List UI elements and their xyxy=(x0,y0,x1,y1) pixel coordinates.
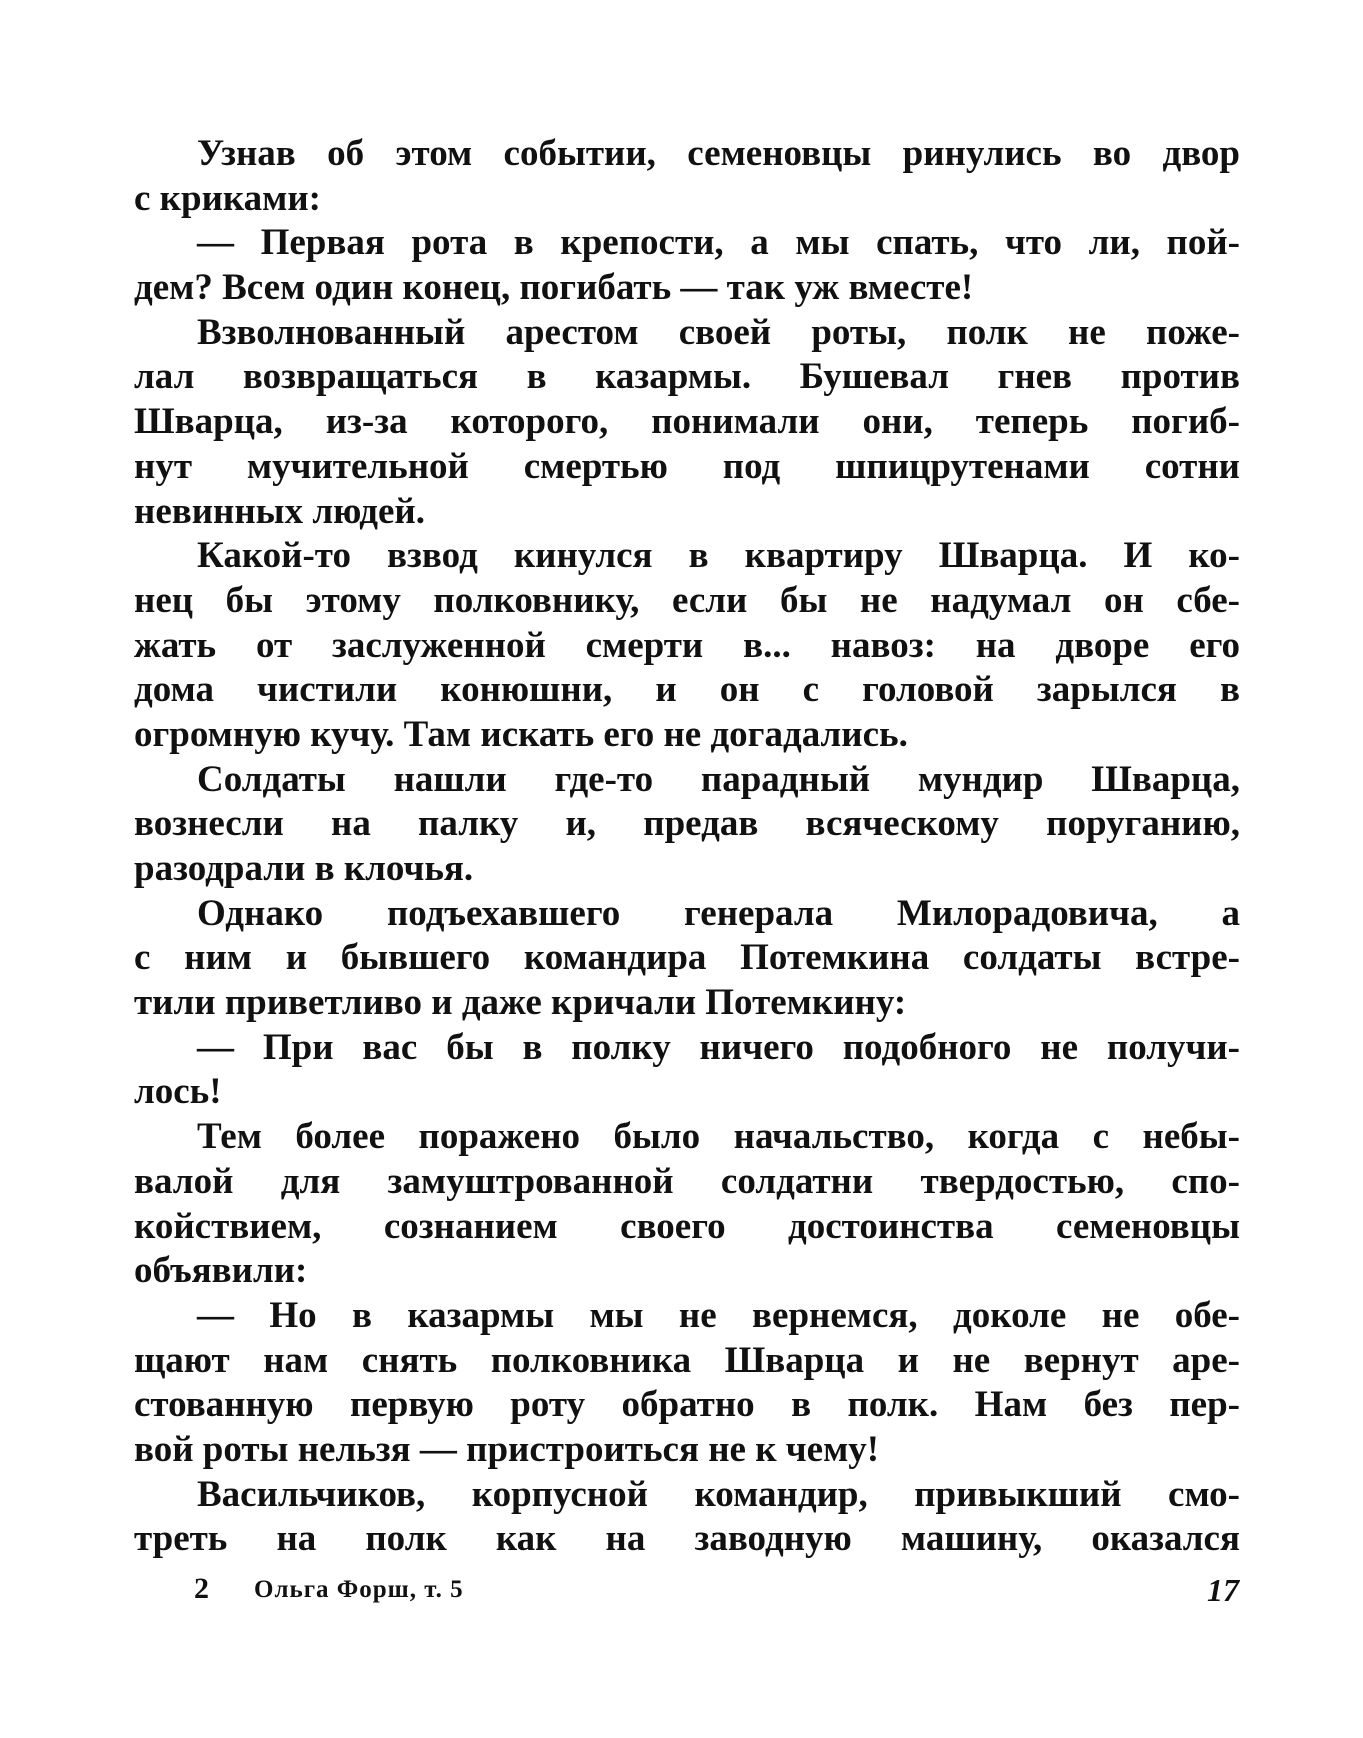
text-line: Тем более поражено было начальство, когда с небы- xyxy=(197,1116,1240,1158)
text-line: Взволнованный арестом своей роты, полк не поже- xyxy=(197,311,1240,353)
page-number: 17 xyxy=(1207,1572,1239,1608)
text-line: койствием, сознанием своего достоинства семеновцы xyxy=(134,1205,1240,1247)
text-line: разодрали в клочья. xyxy=(134,848,474,889)
text-line: тили приветливо и даже кричали Потемкину: xyxy=(134,982,907,1024)
text-line: вознесли на палку и, предав всяческому поруганию, xyxy=(134,803,1240,845)
page-footer xyxy=(194,1572,1239,1622)
text-line: — Но в казармы мы не вернемся, доколе не обе- xyxy=(197,1294,1240,1336)
signature-number: 2 xyxy=(194,1572,209,1605)
text-line: треть на полк как на заводную машину, оказался xyxy=(134,1518,1240,1560)
text-line: — Первая рота в крепости, а мы спать, что ли, пой- xyxy=(197,222,1240,264)
text-line: Какой-то взвод кинулся в квартиру Шварца. И ко- xyxy=(197,535,1240,577)
text-line: Солдаты нашли где-то парадный мундир Шварца, xyxy=(197,758,1240,800)
text-line: Узнав об этом событии, семеновцы ринулись во двор xyxy=(197,133,1240,174)
text-line: нут мучительной смертью под шпицрутенами сотни xyxy=(134,445,1240,487)
text-line: валой для замуштрованной солдатни твердостью, спо- xyxy=(134,1160,1240,1202)
text-line: с ним и бывшего командира Потемкина солдаты встре- xyxy=(134,937,1240,979)
text-line: вой роты нельзя — пристроиться не к чему! xyxy=(134,1428,880,1470)
text-line: щают нам снять полковника Шварца и не вернут аре- xyxy=(134,1339,1240,1381)
text-line: Шварца, из-за которого, понимали они, теперь погиб- xyxy=(134,401,1240,443)
text-line: лось! xyxy=(134,1071,222,1113)
text-line: невинных людей. xyxy=(134,490,425,532)
signature-text: Ольга Форш, т. 5 xyxy=(254,1576,464,1603)
text-line: Васильчиков, корпусной командир, привыкший смо- xyxy=(197,1473,1240,1515)
text-line: огромную кучу. Там искать его не догадались. xyxy=(134,713,908,755)
text-line: нец бы этому полковнику, если бы не надумал он сбе- xyxy=(134,579,1240,621)
text-line: с криками: xyxy=(134,177,321,219)
text-line: объявили: xyxy=(134,1250,308,1292)
text-line: дем? Всем один конец, погибать — так уж вместе! xyxy=(134,267,974,309)
text-line: жать от заслуженной смерти в... навоз: на дворе его xyxy=(134,624,1240,666)
body-text xyxy=(134,132,1240,1562)
text-line: лал возвращаться в казармы. Бушевал гнев против xyxy=(134,356,1240,398)
text-line: Однако подъехавшего генерала Милорадовича, а xyxy=(197,892,1240,934)
text-line: дома чистили конюшни, и он с головой зарылся в xyxy=(134,669,1240,711)
text-line: — При вас бы в полку ничего подобного не получи- xyxy=(197,1026,1240,1068)
text-line: стованную первую роту обратно в полк. Нам без пер- xyxy=(134,1384,1240,1426)
